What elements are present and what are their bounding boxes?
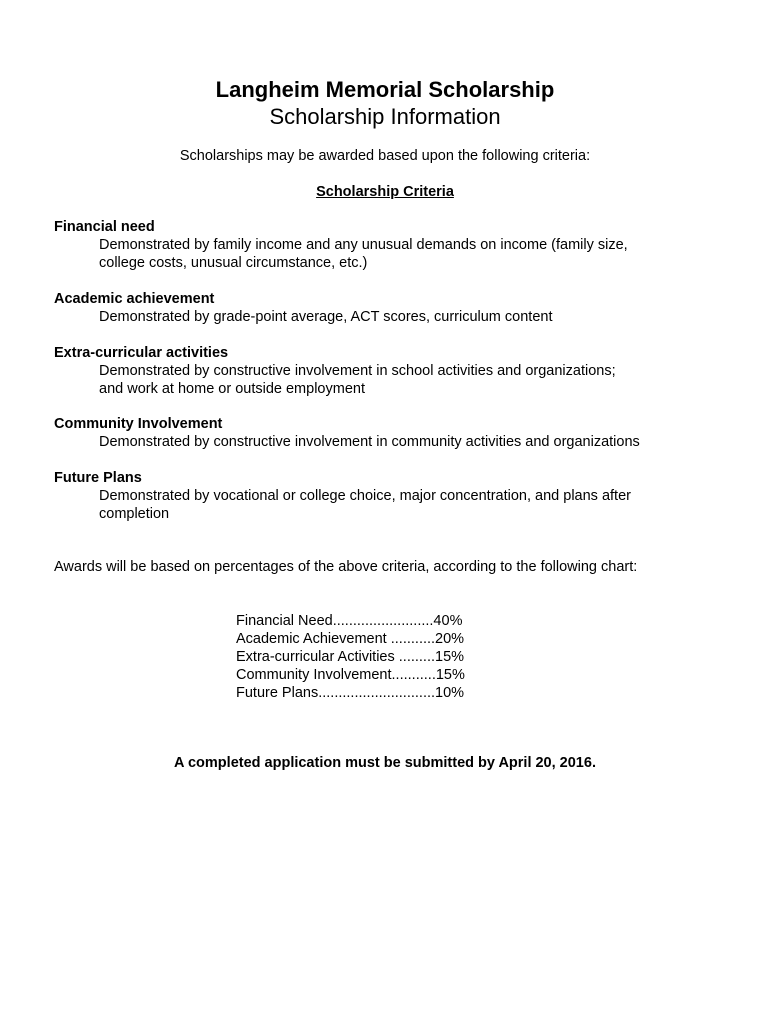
criterion-title: Financial need (54, 219, 155, 235)
criterion-academic-achievement (54, 290, 734, 326)
awards-note: Awards will be based on percentages of the above criteria, according to the following chart: (54, 559, 638, 575)
weight-row-extra-curricular: Extra-curricular Activities .........15% (236, 649, 465, 665)
criterion-financial-need (54, 218, 734, 272)
criterion-description-line: Demonstrated by vocational or college choice, major concentration, and plans after (99, 488, 631, 504)
criterion-title: Extra-curricular activities (54, 345, 229, 361)
weights-chart (236, 612, 496, 702)
criterion-community-involvement (54, 415, 734, 451)
intro-text: Scholarships may be awarded based upon the following criteria: (179, 148, 591, 164)
criterion-description-line: Demonstrated by family income and any unusual demands on income (family size, (99, 237, 628, 253)
document-title: Langheim Memorial Scholarship (215, 77, 555, 102)
criterion-title: Community Involvement (54, 416, 223, 432)
criterion-description-line: Demonstrated by constructive involvement in community activities and organizations (99, 434, 640, 450)
criterion-title: Future Plans (54, 470, 142, 486)
criterion-title: Academic achievement (54, 291, 215, 307)
criterion-description-line: completion (99, 506, 170, 522)
criterion-description-line: college costs, unusual circumstance, etc.) (99, 255, 368, 271)
criterion-description-line: Demonstrated by grade-point average, ACT scores, curriculum content (99, 309, 553, 325)
criteria-heading: Scholarship Criteria (316, 184, 454, 200)
weight-row-academic-achievement: Academic Achievement ...........20% (236, 631, 465, 647)
weight-row-future-plans: Future Plans.............................10% (236, 685, 465, 701)
criterion-future-plans (54, 469, 734, 523)
deadline-notice: A completed application must be submitted by April 20, 2016. (174, 755, 596, 771)
criterion-description-line: Demonstrated by constructive involvement in school activities and organizations; (99, 363, 616, 379)
criterion-extra-curricular (54, 344, 734, 398)
weight-row-financial-need: Financial Need.........................40% (236, 613, 463, 629)
criterion-description-line: and work at home or outside employment (99, 381, 365, 397)
document-subtitle: Scholarship Information (269, 104, 501, 129)
weight-row-community-involvement: Community Involvement...........15% (236, 667, 465, 683)
